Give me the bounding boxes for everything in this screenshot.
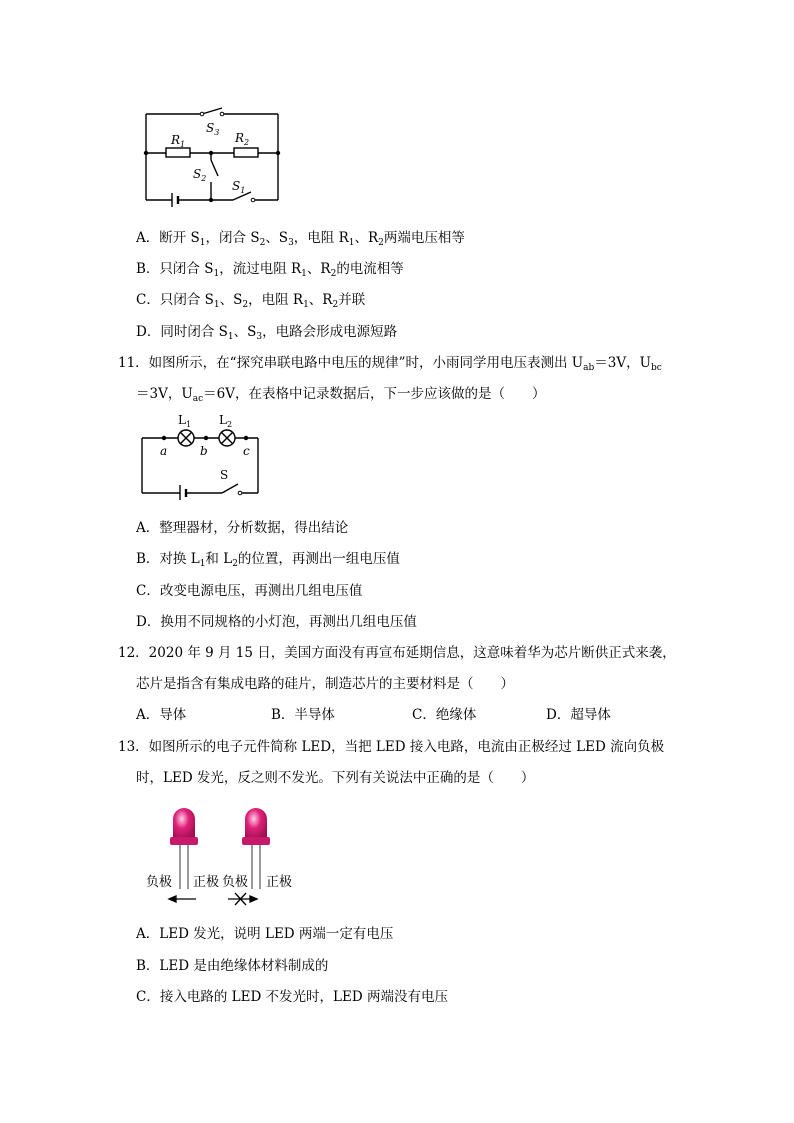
q12-stem-line1: 12．2020 年 9 月 15 日，美国方面没有再宣布延期信息，这意味着华为芯片断供正式来袭，: [118, 645, 676, 661]
q13-option-a: A．LED 发光，说明 LED 两端一定有电压: [136, 926, 394, 942]
label-l2: $L_2$: [219, 413, 233, 429]
label-r2: $R_2$: [235, 131, 250, 147]
q11-option-c: C．改变电源电压，再测出几组电压值: [136, 583, 363, 599]
current-arrow-icon: [169, 896, 196, 902]
label-a: a: [160, 444, 168, 458]
q10-option-d: D．同时闭合 $S_1$、$S_3$，电路会形成电源短路: [136, 324, 398, 342]
label-s2: $S_2$: [193, 167, 207, 183]
circuit-diagram-q11: [138, 410, 268, 500]
label-s1: $S_1$: [232, 179, 246, 195]
label-l1: $L_1$: [178, 413, 192, 429]
q10-option-c: C．只闭合 $S_1$、$S_2$，电阻 $R_1$、$R_2$并联: [136, 292, 366, 310]
q11-option-a: A．整理器材，分析数据，得出结论: [136, 520, 349, 536]
q12-option-d: D．超导体: [546, 707, 611, 723]
q11-option-b: B．对换 $L_1$和 $L_2$的位置，再测出一组电压值: [136, 551, 400, 569]
led1-positive-label: 正极: [193, 875, 220, 890]
q12-stem-line2: 芯片是指含有集成电路的硅片，制造芯片的主要材料是（ ）: [136, 676, 514, 692]
label-r1: $R_1$: [171, 133, 186, 149]
q10-option-b: B．只闭合 $S_1$，流过电阻 $R_1$、$R_2$的电流相等: [136, 261, 404, 279]
circuit-diagram-q10: [138, 100, 288, 210]
q13-stem-line2: 时，LED 发光，反之则不发光。下列有关说法中正确的是（ ）: [136, 770, 535, 786]
q11-stem-line1: 11．如图所示，在“探究串联电路中电压的规律”时，小雨同学用电压表测出 $U_{ab}=3V$，$U_{bc}$: [118, 355, 662, 373]
blocked-arrow-icon: [228, 893, 257, 905]
label-c: c: [243, 444, 250, 458]
q13-option-c: C．接入电路的 LED 不发光时，LED 两端没有电压: [136, 989, 448, 1005]
q13-option-b: B．LED 是由绝缘体材料制成的: [136, 958, 329, 974]
label-s3: $S_3$: [206, 121, 220, 137]
led-diagram-q13: [140, 803, 310, 913]
led1-negative-label: 负极: [146, 875, 173, 890]
q10-option-a: A．断开 $S_1$，闭合 $S_2$、$S_3$，电阻 $R_1$、$R_2$两端电压相等: [136, 230, 465, 248]
led2-negative-label: 负极: [222, 875, 249, 890]
led2-positive-label: 正极: [266, 875, 293, 890]
q11-option-d: D．换用不同规格的小灯泡，再测出几组电压值: [136, 614, 417, 630]
q11-stem-line2: ＝3V，$U_{ac}=6V$，在表格中记录数据后，下一步应该做的是（ ）: [136, 386, 546, 404]
label-switch-s: S: [220, 468, 229, 482]
q12-option-a: A．导体: [136, 707, 187, 723]
q13-stem-line1: 13．如图所示的电子元件简称 LED，当把 LED 接入电路，电流由正极经过 LED 流向负极: [118, 739, 665, 755]
label-b: b: [200, 444, 208, 458]
q12-option-b: B．半导体: [271, 707, 335, 723]
q12-option-c: C．绝缘体: [412, 707, 477, 723]
